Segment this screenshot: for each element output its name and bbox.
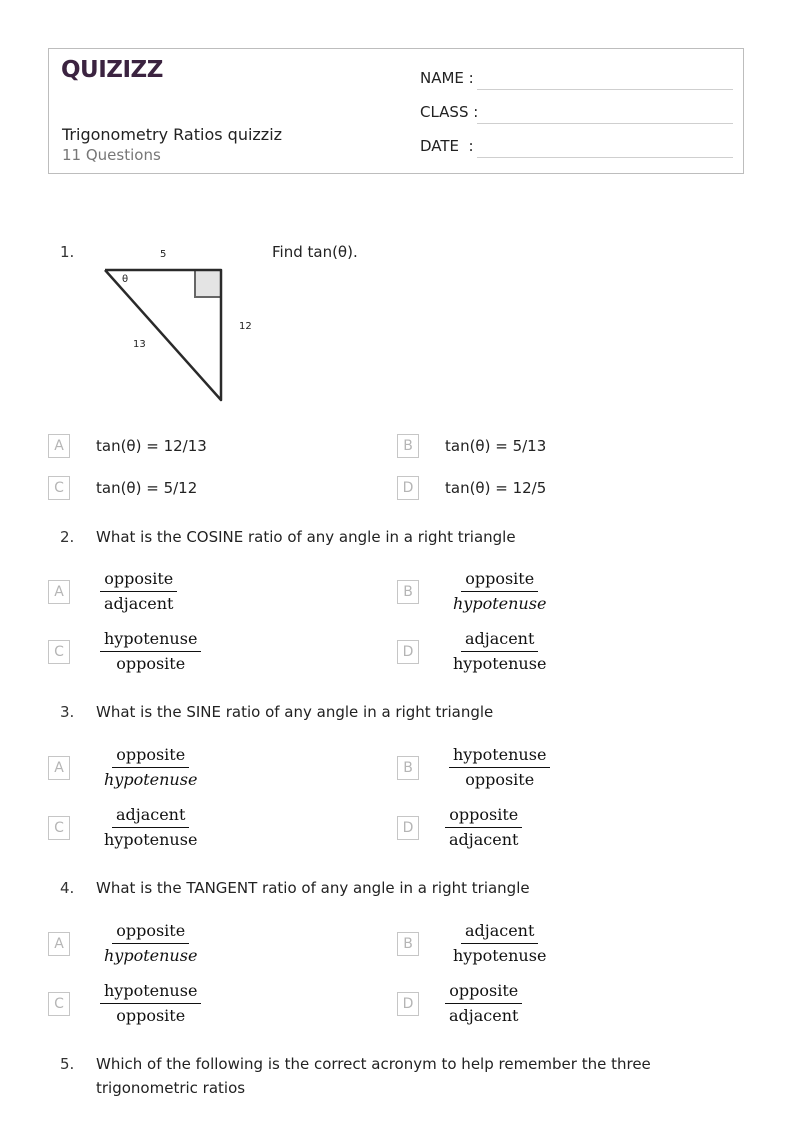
option-letter: A [48, 434, 70, 458]
quiz-title: Trigonometry Ratios quizziz [62, 125, 283, 144]
denominator: hypotenuse [104, 770, 198, 789]
denominator: adjacent [104, 594, 174, 613]
q2-option-b[interactable] [397, 569, 550, 614]
worksheet-header [48, 48, 744, 174]
option-letter: D [397, 476, 419, 500]
q2-option-d[interactable] [397, 629, 550, 674]
option-letter: B [397, 756, 419, 780]
opposite-side-label: 12 [239, 321, 252, 332]
option-letter: A [48, 932, 70, 956]
option-text: tan(θ) = 12/13 [96, 437, 207, 455]
question-1-number: 1. [60, 243, 75, 261]
name-label: NAME : [420, 69, 474, 87]
numerator: opposite [100, 569, 177, 592]
numerator: adjacent [461, 921, 538, 944]
q1-option-d[interactable] [397, 476, 546, 500]
option-letter: C [48, 476, 70, 500]
question-4-number: 4. [60, 879, 75, 897]
option-letter: D [397, 640, 419, 664]
option-letter: A [48, 756, 70, 780]
option-letter: B [397, 932, 419, 956]
numerator: opposite [445, 981, 522, 1004]
denominator: hypotenuse [453, 654, 547, 673]
class-field[interactable] [477, 123, 733, 124]
option-text: tan(θ) = 5/12 [96, 479, 198, 497]
denominator: adjacent [449, 1006, 519, 1025]
q4-option-a[interactable] [48, 921, 201, 966]
denominator: adjacent [449, 830, 519, 849]
numerator: hypotenuse [449, 745, 550, 768]
numerator: adjacent [461, 629, 538, 652]
date-field[interactable] [477, 157, 733, 158]
right-angle-marker [195, 270, 221, 297]
hypotenuse-side-label: 13 [133, 339, 146, 350]
question-5-number: 5. [60, 1055, 75, 1073]
question-1-text: Find tan(θ). [272, 243, 358, 261]
q4-option-c[interactable] [48, 981, 201, 1026]
option-text: tan(θ) = 12/5 [445, 479, 547, 497]
question-5-text: Which of the following is the correct acronym to help remember the three trigonometric ratios [96, 1055, 651, 1097]
name-field[interactable] [477, 89, 733, 90]
option-letter: C [48, 992, 70, 1016]
denominator: hypotenuse [104, 830, 198, 849]
fraction [100, 981, 201, 1026]
date-label: DATE : [420, 137, 474, 155]
option-letter: B [397, 434, 419, 458]
fraction [445, 981, 522, 1026]
fraction [449, 569, 550, 614]
question-3-text: What is the SINE ratio of any angle in a right triangle [96, 703, 494, 721]
numerator: hypotenuse [100, 981, 201, 1004]
q3-option-a[interactable] [48, 745, 201, 790]
question-3-number: 3. [60, 703, 75, 721]
numerator: opposite [112, 745, 189, 768]
fraction [445, 805, 522, 850]
denominator: hypotenuse [453, 594, 547, 613]
fraction [100, 805, 201, 850]
fraction [449, 921, 550, 966]
class-label: CLASS : [420, 103, 479, 121]
denominator: hypotenuse [453, 946, 547, 965]
denominator: opposite [465, 770, 535, 789]
q4-option-d[interactable] [397, 981, 522, 1026]
q2-option-a[interactable] [48, 569, 177, 614]
q1-option-c[interactable] [48, 476, 197, 500]
numerator: adjacent [112, 805, 189, 828]
numerator: opposite [461, 569, 538, 592]
numerator: opposite [445, 805, 522, 828]
option-letter: C [48, 640, 70, 664]
q3-option-c[interactable] [48, 805, 201, 850]
option-letter: D [397, 816, 419, 840]
fraction [100, 629, 201, 674]
question-2-text: What is the COSINE ratio of any angle in a right triangle [96, 528, 516, 546]
q1-option-a[interactable] [48, 434, 207, 458]
q1-option-b[interactable] [397, 434, 546, 458]
numerator: opposite [112, 921, 189, 944]
option-text: tan(θ) = 5/13 [445, 437, 547, 455]
denominator: opposite [116, 654, 186, 673]
q2-option-c[interactable] [48, 629, 201, 674]
fraction [449, 745, 550, 790]
fraction [100, 745, 201, 790]
fraction [449, 629, 550, 674]
q4-option-b[interactable] [397, 921, 550, 966]
option-letter: D [397, 992, 419, 1016]
option-letter: B [397, 580, 419, 604]
option-letter: C [48, 816, 70, 840]
question-4-text: What is the TANGENT ratio of any angle in a right triangle [96, 879, 530, 897]
option-letter: A [48, 580, 70, 604]
q3-option-b[interactable] [397, 745, 550, 790]
fraction [100, 921, 201, 966]
angle-theta-label: θ [122, 274, 129, 285]
numerator: hypotenuse [100, 629, 201, 652]
quizizz-logo: QUIZIZZ [61, 57, 163, 83]
fraction [100, 569, 177, 614]
denominator: opposite [116, 1006, 186, 1025]
question-2-number: 2. [60, 528, 75, 546]
right-triangle-diagram [100, 265, 230, 405]
q3-option-d[interactable] [397, 805, 522, 850]
question-count: 11 Questions [62, 146, 161, 164]
adjacent-side-label: 5 [160, 249, 167, 260]
denominator: hypotenuse [104, 946, 198, 965]
